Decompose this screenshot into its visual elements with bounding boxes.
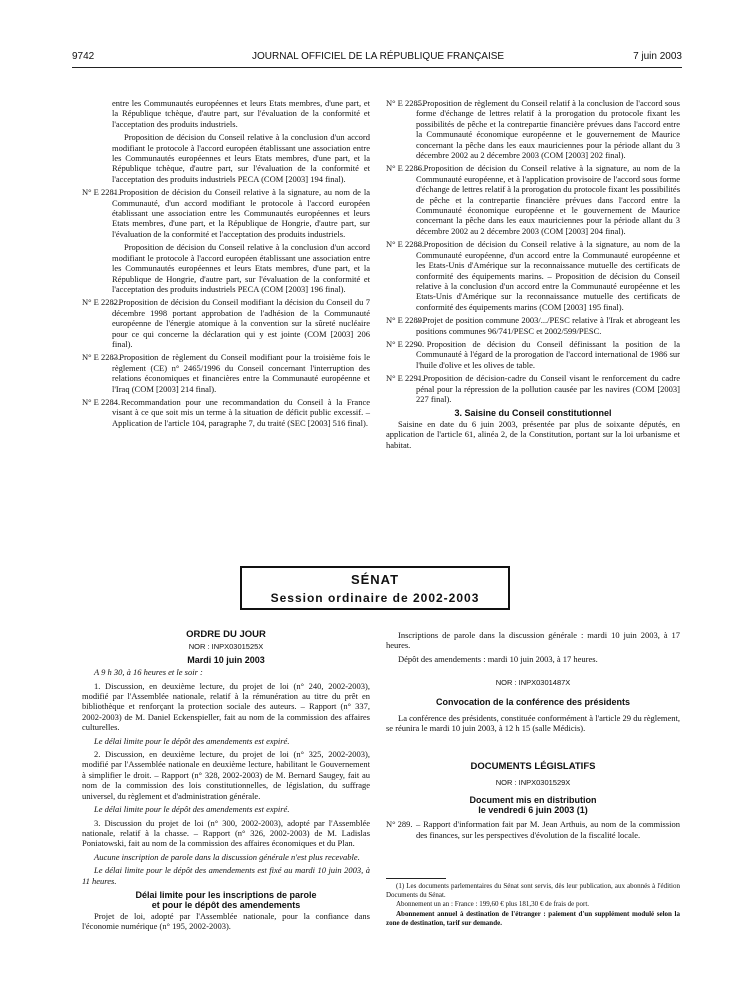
- footnote: Abonnement un an : France : 199,60 € plus 181,30 € de frais de port.: [396, 900, 590, 909]
- entry-number: N° E 2284.: [82, 396, 121, 407]
- paragraph: Projet de loi, adopté par l'Assemblée nationale, pour la confiance dans l'économie numérique (n° 195, 2002-2003).: [82, 910, 370, 932]
- nor-reference: NOR : INPX0301487X: [495, 678, 571, 688]
- page-number: 9742: [72, 51, 95, 62]
- list-item: [386, 819, 680, 840]
- date-heading: Mardi 10 juin 2003: [187, 654, 265, 665]
- entry-number: N° E 2281.: [82, 187, 121, 198]
- ordre-du-jour-heading: ORDRE DU JOUR: [186, 629, 266, 640]
- agenda-item: 1. Discussion, en deuxième lecture, du projet de loi (n° 240, 2002-2003), modifié par l'Assemblée nationale, relatif à la rémunération au titre du prêt en bibliothèque et renforçant la protection sociale des auteurs. – Rapport (n° 337, 2002-2003) de M. Daniel Eckenspieller, fait au nom de la commission des affaires culturelles.: [82, 680, 370, 733]
- bottom-left-column: [82, 630, 370, 935]
- agenda-intro: A 9 h 30, à 16 heures et le soir :: [94, 667, 203, 678]
- delais-heading: Délai limite pour les inscriptions de parole: [135, 889, 317, 900]
- entry-number: N° E 2289.: [386, 315, 425, 326]
- entry-number: N° E 2285.: [386, 98, 425, 108]
- senat-title: SÉNAT: [350, 572, 400, 587]
- agenda-note: Le délai limite pour le dépôt des amendements est fixé au mardi 10 juin 2003, à 11 heures.: [82, 865, 370, 886]
- agenda-note: Le délai limite pour le dépôt des amendements est expiré.: [94, 735, 290, 746]
- distribution-heading: Document mis en distribution: [469, 794, 597, 805]
- list-item: [386, 339, 680, 370]
- agenda-note: Aucune inscription de parole dans la discussion générale n'est plus recevable.: [94, 851, 360, 862]
- list-item: [82, 397, 370, 428]
- entry-number: N° 289.: [386, 819, 413, 830]
- top-left-column: [82, 98, 370, 431]
- page-header: [72, 51, 682, 65]
- footnote-rule: [386, 878, 446, 879]
- header-rule: [72, 67, 682, 68]
- convocation-heading: Convocation de la conférence des présidents: [435, 696, 631, 707]
- paragraph: entre les Communautés européennes et leurs Etats membres, d'une part, et la République tchèque, d'autre part, sur l'évaluation de la conformité et l'acceptation des produits industriels.: [112, 98, 370, 129]
- list-item: [386, 239, 680, 312]
- entry-text: – Proposition de décision du Conseil définissant la position de la Communauté à l'égard de la prorogation de l'accord international de 1986 sur l'huile d'olive et les olives de table.: [416, 338, 680, 370]
- nor-reference: NOR : INPX0301529X: [495, 778, 571, 788]
- agenda-note: Le délai limite pour le dépôt des amendements est expiré.: [94, 804, 290, 815]
- session-subtitle: Session ordinaire de 2002-2003: [270, 591, 480, 605]
- list-item: [386, 163, 680, 236]
- list-item: [386, 315, 680, 336]
- entry-text: – Proposition de décision-cadre du Conseil visant le renforcement du cadre pénal pour la répression de la pollution causée par les navires (COM [2003] 227 final).: [416, 373, 680, 404]
- paragraph: Proposition de décision du Conseil relative à la conclusion d'un accord modifiant le protocole à l'accord européen établissant une association entre les Communautés européennes et leurs Etats membres, d'une part, et la République de Hongrie, d'autre part, sur l'évaluation de la conformité et l'acceptation des produits industriels PECA (COM [2003] 196 final).: [112, 242, 370, 294]
- paragraph: Saisine en date du 6 juin 2003, présentée par plus de soixante députés, en application de l'article 61, alinéa 2, de la Constitution, portant sur la loi urbanisme et habitat.: [386, 418, 680, 450]
- paragraph: Proposition de décision du Conseil relative à la conclusion d'un accord modifiant le protocole à l'accord européen établissant une association entre les Communautés européennes et leurs Etats membres, d'une part, et la République tchèque, d'autre part, sur l'évaluation de la conformité et l'acceptation des produits industriels PECA (COM [2003] 194 final).: [112, 132, 370, 184]
- list-item: [82, 352, 370, 394]
- entry-number: N° E 2291.: [386, 373, 425, 384]
- paragraph: Dépôt des amendements : mardi 10 juin 2003, à 17 heures.: [398, 653, 598, 664]
- journal-title: JOURNAL OFFICIEL DE LA RÉPUBLIQUE FRANÇAISE: [252, 51, 505, 62]
- issue-date: 7 juin 2003: [633, 51, 682, 62]
- entry-text: – Proposition de règlement du Conseil modifiant pour la troisième fois le règlement (CE) n° 2465/1996 du Conseil concernant l'interruption des relations économiques et financières entre la Communauté européenne et l'Iraq (COM [2003] 214 final).: [112, 352, 370, 394]
- list-item: [386, 98, 680, 160]
- entry-number: N° E 2288.: [386, 239, 425, 250]
- entry-number: N° E 2286.: [386, 163, 425, 174]
- agenda-item: 2. Discussion, en deuxième lecture, du projet de loi (n° 325, 2002-2003), modifié par l'Assemblée nationale en deuxième lecture, habilitant le Gouvernement à simplifier le droit. – Rapport (n° 328, 2002-2003) de M. Bernard Saugey, fait au nom de la commission des lois constitutionnelles, de législation, du suffrage universel, du règlement et d'administration générale.: [82, 749, 370, 801]
- entry-text: – Proposition de décision du Conseil relative à la signature, au nom de la Communauté, d'un accord modifiant le protocole à l'accord européen établissant une association entre les Communautés européennes et leurs Etats membres, d'une part, et la République de Hongrie, d'autre part, sur l'évaluation de la conformité et l'acceptation des produits industriels.: [112, 187, 370, 239]
- bottom-right-column: [386, 630, 680, 928]
- entry-number: N° E 2282.: [82, 297, 121, 308]
- list-item: [386, 373, 680, 404]
- delais-heading-line2: et pour le dépôt des amendements: [151, 900, 301, 911]
- footnote: Abonnement annuel à destination de l'étranger : paiement d'un supplément modulé selon la zone de destination, tarif sur demande.: [386, 910, 680, 927]
- paragraph: La conférence des présidents, constituée conformément à l'article 29 du règlement, se réunira le mardi 10 juin 2003, à 12 h 15 (salle Médicis).: [386, 713, 680, 734]
- paragraph: Inscriptions de parole dans la discussion générale : mardi 10 juin 2003, à 17 heures.: [386, 630, 680, 651]
- top-right-column: [386, 98, 680, 453]
- entry-text: – Recommandation pour une recommandation du Conseil à la France visant à ce que soit mis un terme à la situation de déficit public excessif. – Application de l'article 104, paragraphe 7, du traité (SEC [2003] 516 final).: [112, 396, 370, 428]
- distribution-date-heading: le vendredi 6 juin 2003 (1): [478, 805, 588, 816]
- footnote: (1) Les documents parlementaires du Sénat sont servis, dès leur publication, aux abonnés à l'édition Documents du Sénat.: [386, 882, 680, 899]
- entry-text: – Proposition de règlement du Conseil relatif à la conclusion de l'accord sous forme d'échange de lettres relatif à la prorogation du protocole fixant les possibilités de pêche et la contrepartie financière prévues dans l'accord entre la Communauté économique européenne et le gouvernement de Maurice concernant la pêche dans les eaux mauriciennes pour la période allant du 3 décembre 2002 au 2 décembre 2003 (COM [2003] 202 final).: [416, 98, 680, 161]
- section-heading: 3. Saisine du Conseil constitutionnel: [454, 408, 612, 419]
- entry-number: N° E 2290.: [386, 338, 425, 349]
- entry-number: N° E 2283.: [82, 352, 121, 363]
- entry-text: – Rapport d'information fait par M. Jean Arthuis, au nom de la commission des finances, sur les perspectives d'évolution de la fiscalité locale.: [416, 819, 680, 840]
- nor-reference: NOR : INPX0301525X: [188, 642, 264, 652]
- senat-title-box: [240, 566, 510, 610]
- entry-text: – Projet de position commune 2003/.../PESC relative à l'Irak et abrogeant les positions communes 96/741/PESC et 2002/599/PESC.: [416, 315, 680, 336]
- list-item: [82, 187, 370, 239]
- docs-legislatifs-heading: DOCUMENTS LÉGISLATIFS: [470, 760, 596, 772]
- agenda-item: 3. Discussion du projet de loi (n° 300, 2002-2003), adopté par l'Assemblée nationale, relatif à la chasse. – Rapport (n° 326, 2002-2003) de M. Ladislas Poniatowski, fait au nom de la commission des affaires économiques et du Plan.: [82, 817, 370, 849]
- entry-text: – Proposition de décision du Conseil relative à la signature, au nom de la Communauté européenne, d'un accord entre la Communauté européenne et les Etats-Unis d'Amérique sur la reconnaissance mutuelle des certificats de conformité des équipements marins. – Proposition de décision du Conseil relative à la conclusion d'un accord entre la Communauté européenne et les Etats-Unis d'Amérique sur la reconnaissance mutuelle des certificats de conformité des équipements marins (COM [2003] 195 final).: [416, 239, 680, 312]
- list-item: [82, 297, 370, 349]
- entry-text: – Proposition de décision du Conseil modifiant la décision du Conseil du 7 décembre 1998 portant approbation de l'adhésion de la Communauté européenne de l'énergie atomique à la convention sur la sûreté nucléaire pour ce qui concerne la déclaration qui y est jointe (COM [2003] 206 final).: [112, 297, 370, 349]
- entry-text: – Proposition de décision du Conseil relative à la signature, au nom de la Communauté européenne, et à l'application provisoire de l'accord sous forme d'échange de lettres relatif à la prorogation du protocole fixant les possibilités de pêche et la contrepartie financière prévues dans l'accord entre la Communauté économique européenne et le gouvernement de Maurice concernant la pêche dans les eaux mauriciennes pour la période allant du 3 décembre 2002 au 2 décembre 2003 (COM [2003] 204 final).: [416, 163, 680, 236]
